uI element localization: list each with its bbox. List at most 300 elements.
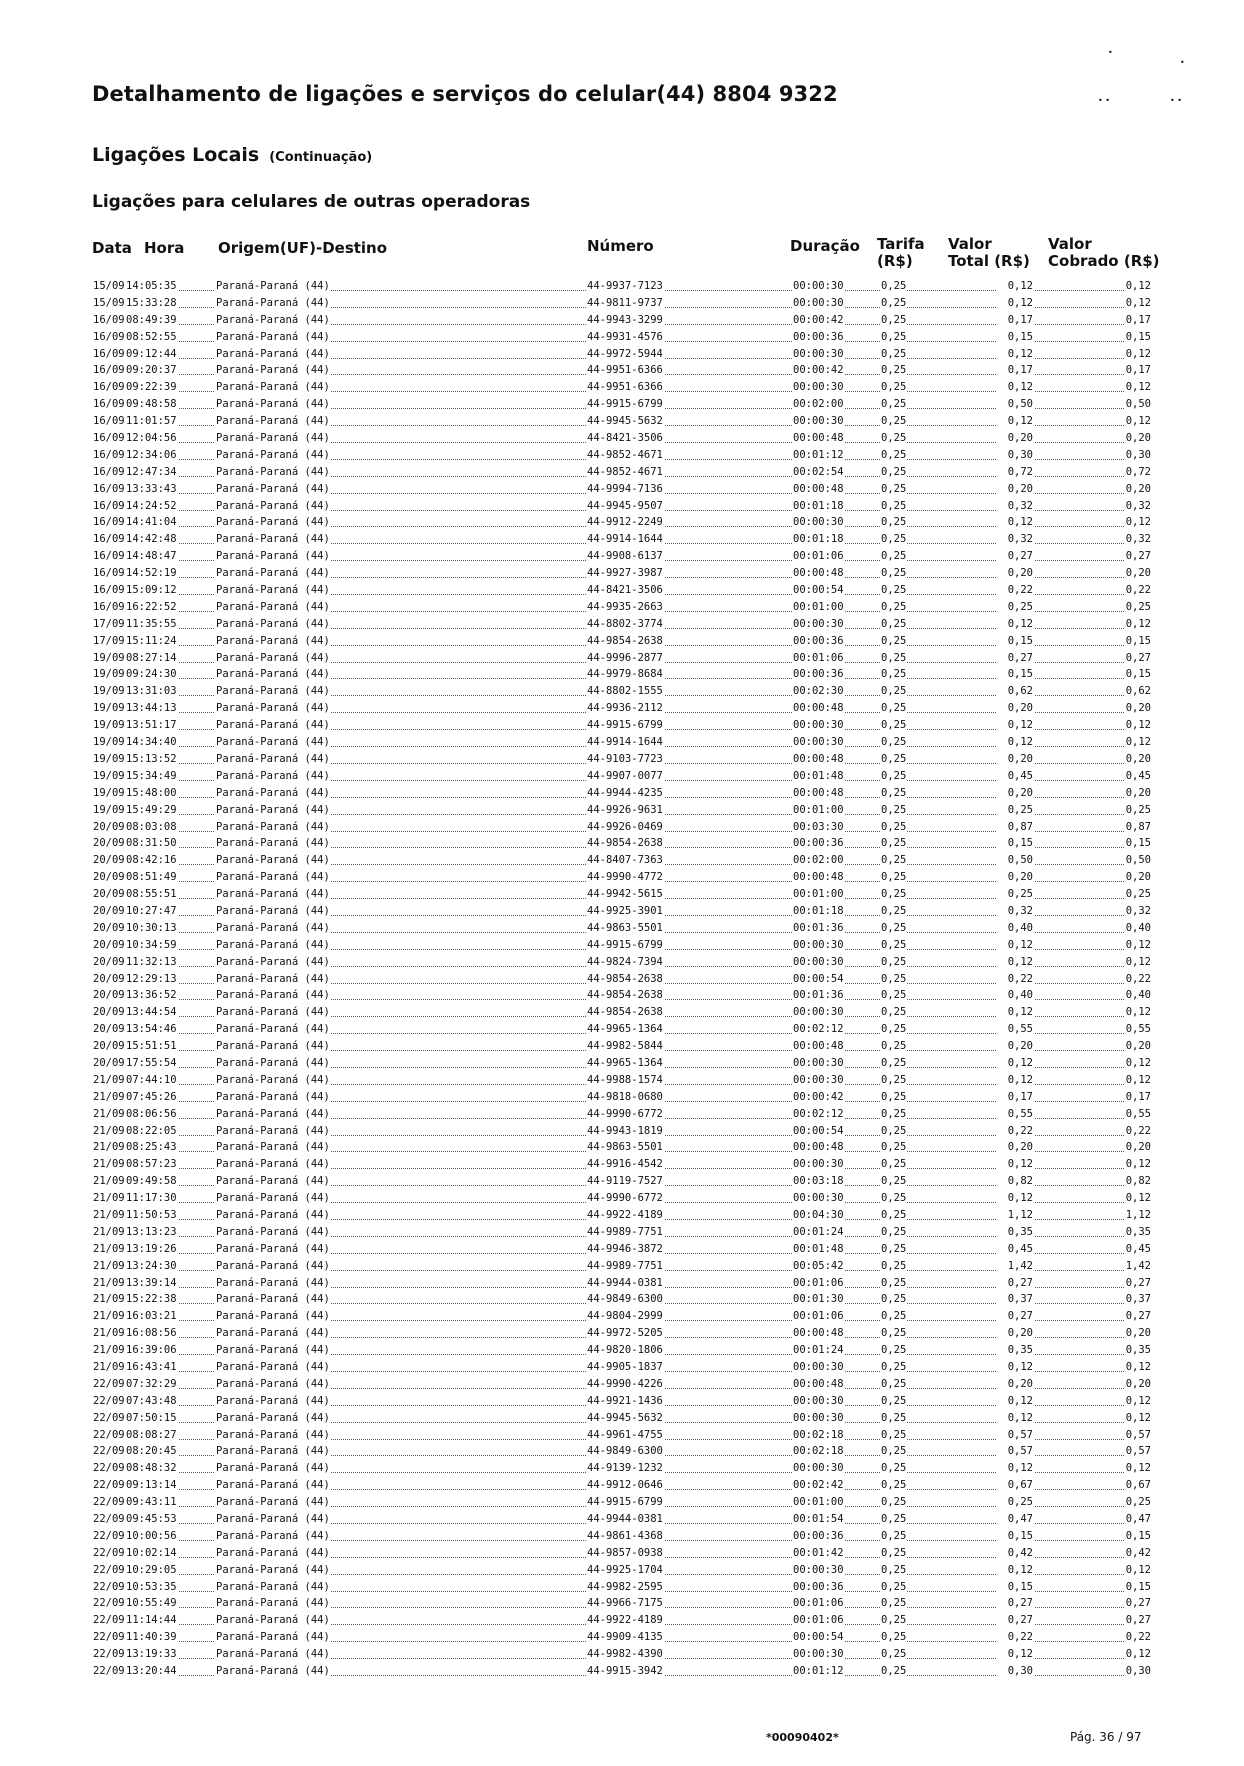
cell-origin-destination: Paraná-Paraná (44) — [215, 1595, 331, 1612]
cell-tariff: 0,25 — [880, 1325, 907, 1342]
cell-time: 11:32:13 — [125, 954, 178, 971]
cell-number: 44-9915-6799 — [586, 937, 664, 954]
cell-total-value: 0,45 — [996, 768, 1034, 785]
cell-tariff: 0,25 — [880, 920, 907, 937]
cell-total-value: 0,20 — [996, 1139, 1034, 1156]
cell-total-value: 0,55 — [996, 1021, 1034, 1038]
cell-date: 20/09 — [92, 852, 126, 869]
cell-charged-value: 0,12 — [1125, 346, 1152, 363]
cell-tariff: 0,25 — [880, 498, 907, 515]
cell-duration: 00:01:36 — [792, 987, 845, 1004]
cell-tariff: 0,25 — [880, 599, 907, 616]
cell-date: 19/09 — [92, 802, 126, 819]
table-row — [92, 498, 1152, 515]
cell-date: 21/09 — [92, 1156, 126, 1173]
cell-date: 21/09 — [92, 1173, 126, 1190]
cell-duration: 00:00:30 — [792, 1055, 845, 1072]
cell-origin-destination: Paraná-Paraná (44) — [215, 1156, 331, 1173]
cell-date: 20/09 — [92, 886, 126, 903]
cell-duration: 00:00:36 — [792, 633, 845, 650]
cell-date: 19/09 — [92, 650, 126, 667]
cell-time: 08:03:08 — [125, 819, 178, 836]
cell-charged-value: 0,40 — [1125, 987, 1152, 1004]
cell-number: 44-9945-5632 — [586, 1410, 664, 1427]
cell-origin-destination: Paraná-Paraná (44) — [215, 785, 331, 802]
cell-date: 21/09 — [92, 1072, 126, 1089]
cell-origin-destination: Paraná-Paraná (44) — [215, 1663, 331, 1680]
cell-number: 44-9965-1364 — [586, 1021, 664, 1038]
cell-duration: 00:00:36 — [792, 329, 845, 346]
cell-duration: 00:00:42 — [792, 362, 845, 379]
table-row — [92, 954, 1152, 971]
table-row — [92, 666, 1152, 683]
cell-tariff: 0,25 — [880, 633, 907, 650]
cell-origin-destination: Paraná-Paraná (44) — [215, 1359, 331, 1376]
cell-origin-destination: Paraná-Paraná (44) — [215, 1342, 331, 1359]
cell-charged-value: 0,20 — [1125, 1376, 1152, 1393]
table-row — [92, 1004, 1152, 1021]
cell-origin-destination: Paraná-Paraná (44) — [215, 616, 331, 633]
cell-charged-value: 0,25 — [1125, 802, 1152, 819]
cell-charged-value: 0,12 — [1125, 1359, 1152, 1376]
cell-number: 44-9854-2638 — [586, 971, 664, 988]
cell-duration: 00:01:06 — [792, 650, 845, 667]
table-row — [92, 1410, 1152, 1427]
cell-duration: 00:00:36 — [792, 835, 845, 852]
cell-charged-value: 0,27 — [1125, 1275, 1152, 1292]
cell-origin-destination: Paraná-Paraná (44) — [215, 278, 331, 295]
header-origem: Origem(UF)-Destino — [218, 239, 388, 257]
cell-number: 44-9854-2638 — [586, 1004, 664, 1021]
cell-date: 22/09 — [92, 1393, 126, 1410]
cell-tariff: 0,25 — [880, 1275, 907, 1292]
cell-charged-value: 0,27 — [1125, 1595, 1152, 1612]
cell-total-value: 0,32 — [996, 903, 1034, 920]
cell-number: 44-9852-4671 — [586, 464, 664, 481]
cell-time: 15:51:51 — [125, 1038, 178, 1055]
cell-duration: 00:00:30 — [792, 295, 845, 312]
cell-duration: 00:00:30 — [792, 717, 845, 734]
cell-charged-value: 0,12 — [1125, 734, 1152, 751]
cell-tariff: 0,25 — [880, 1410, 907, 1427]
cell-tariff: 0,25 — [880, 362, 907, 379]
cell-duration: 00:01:06 — [792, 1275, 845, 1292]
cell-duration: 00:00:30 — [792, 1562, 845, 1579]
cell-origin-destination: Paraná-Paraná (44) — [215, 464, 331, 481]
cell-time: 07:45:26 — [125, 1089, 178, 1106]
cell-charged-value: 0,15 — [1125, 1528, 1152, 1545]
cell-charged-value: 0,27 — [1125, 650, 1152, 667]
cell-origin-destination: Paraná-Paraná (44) — [215, 1494, 331, 1511]
table-row — [92, 717, 1152, 734]
cell-date: 19/09 — [92, 734, 126, 751]
cell-tariff: 0,25 — [880, 869, 907, 886]
cell-duration: 00:00:30 — [792, 1072, 845, 1089]
header-valor-total — [948, 236, 1030, 270]
cell-tariff: 0,25 — [880, 751, 907, 768]
cell-charged-value: 0,20 — [1125, 1139, 1152, 1156]
cell-date: 22/09 — [92, 1595, 126, 1612]
cell-duration: 00:01:00 — [792, 802, 845, 819]
cell-number: 44-9989-7751 — [586, 1258, 664, 1275]
cell-total-value: 0,15 — [996, 633, 1034, 650]
subsection-title: Ligações para celulares de outras operadoras — [92, 192, 531, 212]
cell-time: 09:48:58 — [125, 396, 178, 413]
cell-charged-value: 0,87 — [1125, 819, 1152, 836]
cell-origin-destination: Paraná-Paraná (44) — [215, 1646, 331, 1663]
cell-time: 08:27:14 — [125, 650, 178, 667]
cell-time: 08:49:39 — [125, 312, 178, 329]
cell-date: 21/09 — [92, 1308, 126, 1325]
cell-time: 13:36:52 — [125, 987, 178, 1004]
cell-date: 22/09 — [92, 1629, 126, 1646]
table-row — [92, 987, 1152, 1004]
cell-charged-value: 0,50 — [1125, 852, 1152, 869]
table-row — [92, 1646, 1152, 1663]
header-tarifa-line1: Tarifa — [877, 235, 925, 253]
table-row — [92, 1207, 1152, 1224]
cell-origin-destination: Paraná-Paraná (44) — [215, 1325, 331, 1342]
cell-tariff: 0,25 — [880, 1443, 907, 1460]
cell-duration: 00:00:48 — [792, 1038, 845, 1055]
cell-time: 14:42:48 — [125, 531, 178, 548]
cell-number: 44-9915-3942 — [586, 1663, 664, 1680]
cell-time: 11:14:44 — [125, 1612, 178, 1629]
cell-origin-destination: Paraná-Paraná (44) — [215, 1511, 331, 1528]
cell-number: 44-9863-5501 — [586, 1139, 664, 1156]
cell-total-value: 0,35 — [996, 1224, 1034, 1241]
table-row — [92, 1359, 1152, 1376]
cell-duration: 00:01:36 — [792, 920, 845, 937]
cell-origin-destination: Paraná-Paraná (44) — [215, 582, 331, 599]
cell-tariff: 0,25 — [880, 1241, 907, 1258]
cell-total-value: 0,12 — [996, 413, 1034, 430]
cell-number: 44-9988-1574 — [586, 1072, 664, 1089]
cell-tariff: 0,25 — [880, 447, 907, 464]
cell-time: 16:39:06 — [125, 1342, 178, 1359]
cell-date: 19/09 — [92, 717, 126, 734]
cell-tariff: 0,25 — [880, 1224, 907, 1241]
cell-number: 44-9915-6799 — [586, 396, 664, 413]
cell-number: 44-9912-2249 — [586, 514, 664, 531]
cell-charged-value: 0,15 — [1125, 633, 1152, 650]
cell-total-value: 0,12 — [996, 379, 1034, 396]
table-row — [92, 1291, 1152, 1308]
cell-origin-destination: Paraná-Paraná (44) — [215, 954, 331, 971]
cell-number: 44-9982-4390 — [586, 1646, 664, 1663]
table-row — [92, 920, 1152, 937]
cell-number: 44-8421-3506 — [586, 582, 664, 599]
cell-duration: 00:00:30 — [792, 379, 845, 396]
cell-tariff: 0,25 — [880, 819, 907, 836]
cell-number: 44-9972-5944 — [586, 346, 664, 363]
cell-number: 44-9927-3987 — [586, 565, 664, 582]
cell-origin-destination: Paraná-Paraná (44) — [215, 971, 331, 988]
cell-number: 44-9946-3872 — [586, 1241, 664, 1258]
cell-duration: 00:00:30 — [792, 937, 845, 954]
table-row — [92, 1038, 1152, 1055]
cell-charged-value: 0,12 — [1125, 1393, 1152, 1410]
cell-number: 44-9937-7123 — [586, 278, 664, 295]
cell-tariff: 0,25 — [880, 987, 907, 1004]
cell-number: 44-9854-2638 — [586, 987, 664, 1004]
cell-total-value: 0,12 — [996, 1393, 1034, 1410]
table-row — [92, 802, 1152, 819]
cell-time: 09:12:44 — [125, 346, 178, 363]
table-row — [92, 1106, 1152, 1123]
cell-tariff: 0,25 — [880, 1646, 907, 1663]
cell-total-value: 0,35 — [996, 1342, 1034, 1359]
cell-charged-value: 0,62 — [1125, 683, 1152, 700]
table-row — [92, 447, 1152, 464]
cell-number: 44-9982-5844 — [586, 1038, 664, 1055]
cell-tariff: 0,25 — [880, 937, 907, 954]
cell-tariff: 0,25 — [880, 278, 907, 295]
cell-tariff: 0,25 — [880, 1089, 907, 1106]
cell-origin-destination: Paraná-Paraná (44) — [215, 1443, 331, 1460]
cell-total-value: 0,20 — [996, 565, 1034, 582]
cell-tariff: 0,25 — [880, 903, 907, 920]
cell-origin-destination: Paraná-Paraná (44) — [215, 413, 331, 430]
cell-total-value: 0,45 — [996, 1241, 1034, 1258]
table-row — [92, 362, 1152, 379]
cell-total-value: 0,25 — [996, 1494, 1034, 1511]
cell-total-value: 0,12 — [996, 937, 1034, 954]
cell-charged-value: 0,55 — [1125, 1106, 1152, 1123]
cell-number: 44-8802-3774 — [586, 616, 664, 633]
cell-date: 22/09 — [92, 1443, 126, 1460]
cell-date: 22/09 — [92, 1528, 126, 1545]
cell-duration: 00:01:00 — [792, 1494, 845, 1511]
cell-origin-destination: Paraná-Paraná (44) — [215, 1376, 331, 1393]
cell-time: 15:11:24 — [125, 633, 178, 650]
cell-origin-destination: Paraná-Paraná (44) — [215, 531, 331, 548]
cell-origin-destination: Paraná-Paraná (44) — [215, 751, 331, 768]
cell-number: 44-9990-6772 — [586, 1106, 664, 1123]
cell-time: 16:03:21 — [125, 1308, 178, 1325]
cell-charged-value: 0,22 — [1125, 971, 1152, 988]
cell-number: 44-9922-4189 — [586, 1612, 664, 1629]
table-row — [92, 599, 1152, 616]
cell-charged-value: 0,35 — [1125, 1342, 1152, 1359]
cell-charged-value: 0,12 — [1125, 514, 1152, 531]
cell-time: 14:41:04 — [125, 514, 178, 531]
table-row — [92, 785, 1152, 802]
cell-number: 44-9944-0381 — [586, 1511, 664, 1528]
cell-charged-value: 0,20 — [1125, 1325, 1152, 1342]
header-tarifa-line2: (R$) — [877, 252, 913, 270]
cell-tariff: 0,25 — [880, 1376, 907, 1393]
cell-tariff: 0,25 — [880, 1393, 907, 1410]
cell-origin-destination: Paraná-Paraná (44) — [215, 1460, 331, 1477]
cell-tariff: 0,25 — [880, 1595, 907, 1612]
cell-charged-value: 0,20 — [1125, 565, 1152, 582]
cell-charged-value: 0,22 — [1125, 1123, 1152, 1140]
cell-duration: 00:00:30 — [792, 1359, 845, 1376]
cell-tariff: 0,25 — [880, 1072, 907, 1089]
cell-origin-destination: Paraná-Paraná (44) — [215, 700, 331, 717]
cell-total-value: 0,20 — [996, 430, 1034, 447]
cell-time: 15:34:49 — [125, 768, 178, 785]
table-row — [92, 464, 1152, 481]
table-row — [92, 1629, 1152, 1646]
cell-charged-value: 0,12 — [1125, 717, 1152, 734]
page-number: Pág. 36 / 97 — [1070, 1730, 1142, 1744]
cell-time: 12:29:13 — [125, 971, 178, 988]
cell-charged-value: 0,12 — [1125, 295, 1152, 312]
cell-charged-value: 0,30 — [1125, 447, 1152, 464]
cell-date: 16/09 — [92, 565, 126, 582]
cell-origin-destination: Paraná-Paraná (44) — [215, 1477, 331, 1494]
table-row — [92, 971, 1152, 988]
table-row — [92, 1055, 1152, 1072]
cell-date: 16/09 — [92, 329, 126, 346]
section-continuation: (Continuação) — [269, 150, 373, 165]
table-row — [92, 346, 1152, 363]
cell-number: 44-9945-5632 — [586, 413, 664, 430]
cell-time: 08:57:23 — [125, 1156, 178, 1173]
cell-origin-destination: Paraná-Paraná (44) — [215, 937, 331, 954]
cell-charged-value: 0,12 — [1125, 1646, 1152, 1663]
cell-tariff: 0,25 — [880, 1308, 907, 1325]
cell-total-value: 0,17 — [996, 1089, 1034, 1106]
cell-number: 44-9926-0469 — [586, 819, 664, 836]
cell-origin-destination: Paraná-Paraná (44) — [215, 1106, 331, 1123]
cell-total-value: 0,12 — [996, 1359, 1034, 1376]
cell-duration: 00:02:12 — [792, 1021, 845, 1038]
cell-charged-value: 0,20 — [1125, 785, 1152, 802]
page-title: Detalhamento de ligações e serviços do celular(44) 8804 9322 — [92, 82, 838, 106]
table-row — [92, 1579, 1152, 1596]
cell-total-value: 0,12 — [996, 1190, 1034, 1207]
cell-origin-destination: Paraná-Paraná (44) — [215, 683, 331, 700]
table-row — [92, 1595, 1152, 1612]
cell-total-value: 0,12 — [996, 1055, 1034, 1072]
cell-origin-destination: Paraná-Paraná (44) — [215, 1072, 331, 1089]
table-row — [92, 1393, 1152, 1410]
table-row — [92, 278, 1152, 295]
cell-total-value: 0,32 — [996, 498, 1034, 515]
cell-number: 44-9979-8684 — [586, 666, 664, 683]
cell-tariff: 0,25 — [880, 1342, 907, 1359]
cell-time: 13:13:23 — [125, 1224, 178, 1241]
cell-time: 08:20:45 — [125, 1443, 178, 1460]
cell-date: 16/09 — [92, 531, 126, 548]
header-tarifa — [877, 236, 925, 270]
cell-tariff: 0,25 — [880, 1629, 907, 1646]
table-row — [92, 903, 1152, 920]
cell-charged-value: 0,25 — [1125, 886, 1152, 903]
cell-total-value: 0,42 — [996, 1545, 1034, 1562]
cell-charged-value: 0,12 — [1125, 1410, 1152, 1427]
cell-tariff: 0,25 — [880, 1427, 907, 1444]
header-hora: Hora — [144, 239, 185, 257]
cell-number: 44-9925-3901 — [586, 903, 664, 920]
cell-time: 08:22:05 — [125, 1123, 178, 1140]
cell-charged-value: 0,47 — [1125, 1511, 1152, 1528]
cell-duration: 00:01:12 — [792, 447, 845, 464]
cell-duration: 00:01:06 — [792, 1595, 845, 1612]
table-row — [92, 1511, 1152, 1528]
table-row — [92, 616, 1152, 633]
cell-tariff: 0,25 — [880, 1173, 907, 1190]
cell-time: 10:34:59 — [125, 937, 178, 954]
cell-date: 16/09 — [92, 582, 126, 599]
cell-duration: 00:03:18 — [792, 1173, 845, 1190]
cell-origin-destination: Paraná-Paraná (44) — [215, 379, 331, 396]
cell-duration: 00:02:00 — [792, 396, 845, 413]
cell-charged-value: 0,12 — [1125, 1190, 1152, 1207]
cell-charged-value: 0,12 — [1125, 1156, 1152, 1173]
cell-charged-value: 0,17 — [1125, 362, 1152, 379]
cell-origin-destination: Paraná-Paraná (44) — [215, 396, 331, 413]
table-row — [92, 1663, 1152, 1680]
cell-tariff: 0,25 — [880, 1359, 907, 1376]
cell-duration: 00:01:48 — [792, 1241, 845, 1258]
cell-time: 09:22:39 — [125, 379, 178, 396]
cell-origin-destination: Paraná-Paraná (44) — [215, 1629, 331, 1646]
cell-total-value: 0,25 — [996, 599, 1034, 616]
cell-origin-destination: Paraná-Paraná (44) — [215, 295, 331, 312]
cell-date: 21/09 — [92, 1139, 126, 1156]
cell-charged-value: 0,32 — [1125, 498, 1152, 515]
cell-origin-destination: Paraná-Paraná (44) — [215, 312, 331, 329]
cell-number: 44-9942-5615 — [586, 886, 664, 903]
cell-total-value: 0,22 — [996, 971, 1034, 988]
cell-time: 16:22:52 — [125, 599, 178, 616]
cell-duration: 00:00:30 — [792, 1004, 845, 1021]
cell-duration: 00:00:48 — [792, 1376, 845, 1393]
cell-total-value: 0,12 — [996, 295, 1034, 312]
cell-number: 44-9996-2877 — [586, 650, 664, 667]
cell-duration: 00:00:30 — [792, 514, 845, 531]
cell-origin-destination: Paraná-Paraná (44) — [215, 1579, 331, 1596]
cell-total-value: 0,50 — [996, 396, 1034, 413]
cell-number: 44-9804-2999 — [586, 1308, 664, 1325]
cell-time: 07:43:48 — [125, 1393, 178, 1410]
cell-duration: 00:01:18 — [792, 498, 845, 515]
cell-number: 44-9966-7175 — [586, 1595, 664, 1612]
cell-number: 44-9915-6799 — [586, 717, 664, 734]
cell-origin-destination: Paraná-Paraná (44) — [215, 599, 331, 616]
cell-time: 12:04:56 — [125, 430, 178, 447]
cell-date: 21/09 — [92, 1123, 126, 1140]
cell-total-value: 0,12 — [996, 1460, 1034, 1477]
cell-total-value: 0,12 — [996, 1562, 1034, 1579]
cell-time: 11:35:55 — [125, 616, 178, 633]
cell-total-value: 0,22 — [996, 1629, 1034, 1646]
cell-tariff: 0,25 — [880, 1579, 907, 1596]
cell-charged-value: 0,12 — [1125, 1004, 1152, 1021]
cell-duration: 00:01:06 — [792, 1308, 845, 1325]
cell-duration: 00:01:06 — [792, 548, 845, 565]
cell-number: 44-8802-1555 — [586, 683, 664, 700]
cell-time: 13:19:26 — [125, 1241, 178, 1258]
table-row — [92, 700, 1152, 717]
cell-charged-value: 0,20 — [1125, 700, 1152, 717]
cell-time: 08:42:16 — [125, 852, 178, 869]
cell-duration: 00:02:18 — [792, 1443, 845, 1460]
cell-origin-destination: Paraná-Paraná (44) — [215, 548, 331, 565]
cell-charged-value: 0,67 — [1125, 1477, 1152, 1494]
cell-date: 20/09 — [92, 819, 126, 836]
cell-total-value: 0,47 — [996, 1511, 1034, 1528]
cell-origin-destination: Paraná-Paraná (44) — [215, 1241, 331, 1258]
cell-duration: 00:00:30 — [792, 1156, 845, 1173]
cell-duration: 00:00:36 — [792, 1528, 845, 1545]
table-row — [92, 886, 1152, 903]
cell-duration: 00:01:00 — [792, 886, 845, 903]
